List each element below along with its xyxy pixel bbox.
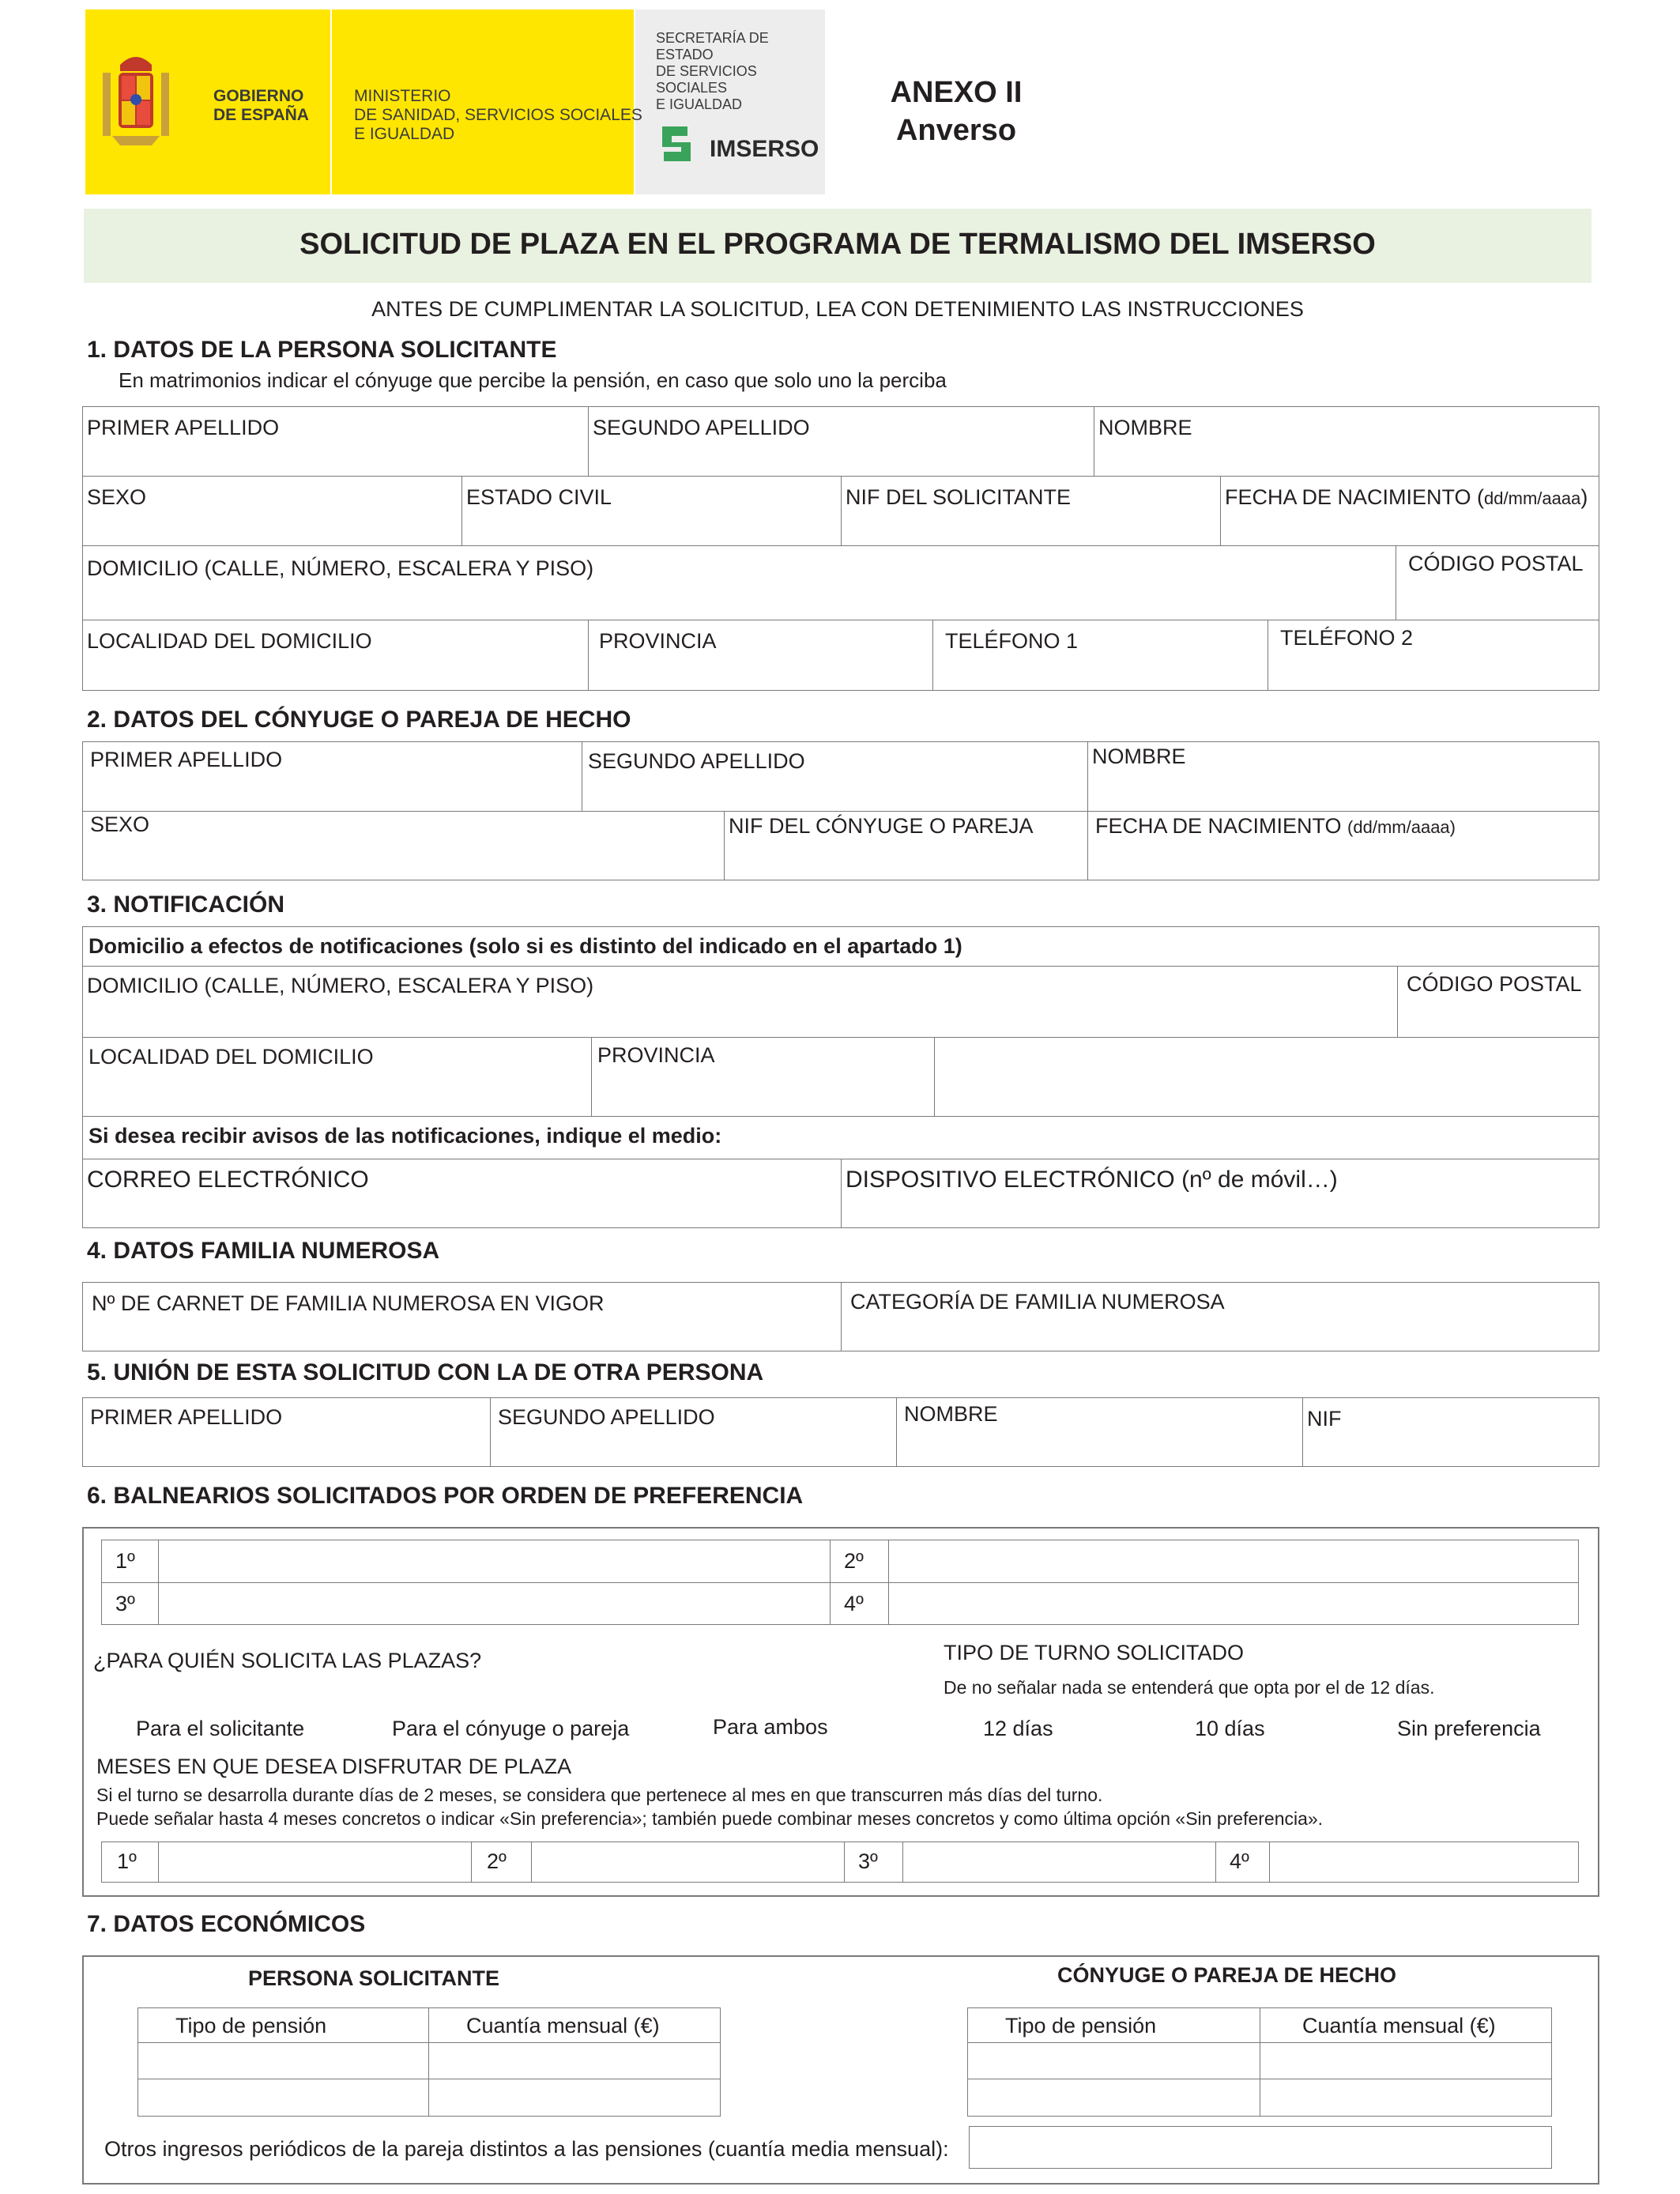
s2-nombre-field[interactable]: NOMBRE bbox=[1092, 745, 1186, 768]
mes-2-label: 2º bbox=[487, 1849, 507, 1873]
section-1-note: En matrimonios indicar el cónyuge que percibe la pensión, en caso que solo uno la perciba bbox=[119, 368, 947, 392]
balneario-1-input[interactable] bbox=[160, 1541, 828, 1581]
coat-of-arms-icon bbox=[96, 49, 175, 152]
option-sin-preferencia[interactable]: Sin preferencia bbox=[1397, 1717, 1541, 1740]
s2-nif-field[interactable]: NIF DEL CÓNYUGE O PAREJA bbox=[729, 814, 1034, 838]
mes-3-label: 3º bbox=[858, 1849, 878, 1873]
section-5-title: 5. UNIÓN DE ESTA SOLICITUD CON LA DE OTRA PERSONA bbox=[87, 1359, 764, 1385]
option-para-ambos[interactable]: Para ambos bbox=[713, 1715, 828, 1739]
option-para-conyuge[interactable]: Para el cónyuge o pareja bbox=[392, 1717, 630, 1740]
balneario-3-label: 3º bbox=[115, 1592, 135, 1615]
s1-fecha-end: ) bbox=[1580, 485, 1588, 509]
s3-domicilio-field[interactable]: DOMICILIO (CALLE, NÚMERO, ESCALERA Y PISO) bbox=[87, 974, 594, 997]
s1-nombre-field[interactable]: NOMBRE bbox=[1098, 416, 1192, 439]
s1-estado-civil-field[interactable]: ESTADO CIVIL bbox=[466, 485, 612, 509]
s1-telefono-2-field[interactable]: TELÉFONO 2 bbox=[1280, 626, 1414, 650]
annex-title: ANEXO II bbox=[890, 76, 1023, 109]
s7-conyuge-row-1-tipo[interactable] bbox=[969, 2044, 1258, 2077]
s7-otros-ingresos-input[interactable] bbox=[969, 2126, 1552, 2169]
option-para-solicitante[interactable]: Para el solicitante bbox=[136, 1717, 305, 1740]
section-1-title: 1. DATOS DE LA PERSONA SOLICITANTE bbox=[87, 337, 557, 363]
balneario-4-input[interactable] bbox=[890, 1584, 1577, 1623]
secretary-line-3: E IGUALDAD bbox=[656, 96, 743, 112]
s1-fecha-label: FECHA DE NACIMIENTO ( bbox=[1225, 485, 1485, 509]
gov-line-2: DE ESPAÑA bbox=[213, 106, 309, 124]
mes-1-label: 1º bbox=[117, 1849, 137, 1873]
mes-3-input[interactable] bbox=[904, 1843, 1214, 1881]
s3-provincia-field[interactable]: PROVINCIA bbox=[597, 1043, 715, 1067]
imserso-logo-icon bbox=[656, 120, 703, 168]
section-2-title: 2. DATOS DEL CÓNYUGE O PAREJA DE HECHO bbox=[87, 707, 631, 733]
secretary-text bbox=[656, 30, 825, 113]
s1-fecha-format: dd/mm/aaaa bbox=[1484, 488, 1581, 508]
annex-side: Anverso bbox=[895, 114, 1017, 147]
balneario-1-label: 1º bbox=[115, 1549, 135, 1573]
s7-conyuge-heading: CÓNYUGE O PAREJA DE HECHO bbox=[1057, 1963, 1397, 1987]
s1-telefono-1-field[interactable]: TELÉFONO 1 bbox=[945, 629, 1079, 653]
s1-provincia-field[interactable]: PROVINCIA bbox=[599, 629, 717, 653]
secretary-line-1: SECRETARÍA DE ESTADO bbox=[656, 30, 769, 62]
option-10-dias[interactable]: 10 días bbox=[1195, 1717, 1265, 1740]
s2-fecha-nacimiento-field[interactable] bbox=[1095, 814, 1456, 839]
ministry-line-3: E IGUALDAD bbox=[354, 125, 455, 143]
s2-segundo-apellido-field[interactable]: SEGUNDO APELLIDO bbox=[588, 749, 805, 773]
quien-question: ¿PARA QUIÉN SOLICITA LAS PLAZAS? bbox=[93, 1649, 482, 1672]
turno-question: TIPO DE TURNO SOLICITADO bbox=[944, 1641, 1245, 1664]
balneario-2-input[interactable] bbox=[890, 1541, 1577, 1581]
s7-conyuge-row-2-cuantia[interactable] bbox=[1261, 2080, 1550, 2115]
s1-sexo-field[interactable]: SEXO bbox=[87, 485, 147, 509]
s7-solicitante-row-1-tipo[interactable] bbox=[139, 2044, 427, 2077]
s4-carnet-field[interactable]: Nº DE CARNET DE FAMILIA NUMEROSA EN VIGOR bbox=[92, 1291, 605, 1315]
gov-line-1: GOBIERNO bbox=[213, 87, 304, 105]
s3-dispositivo-field[interactable]: DISPOSITIVO ELECTRÓNICO (nº de móvil…) bbox=[846, 1167, 1338, 1193]
s7-otros-ingresos-label: Otros ingresos periódicos de la pareja distintos a las pensiones (cuantía media mensual): bbox=[104, 2137, 949, 2161]
s5-nombre-field[interactable]: NOMBRE bbox=[904, 1402, 998, 1426]
s7-conyuge-cuantia-header: Cuantía mensual (€) bbox=[1302, 2014, 1496, 2038]
turno-note: De no señalar nada se entenderá que opta por el de 12 días. bbox=[944, 1677, 1435, 1698]
s7-solicitante-heading: PERSONA SOLICITANTE bbox=[248, 1966, 500, 1990]
meses-note-1: Si el turno se desarrolla durante días de 2 meses, se considera que pertenece al mes en que transcurren más días del turno. bbox=[96, 1785, 1103, 1805]
s7-solicitante-tipo-header: Tipo de pensión bbox=[175, 2014, 327, 2038]
s7-solicitante-row-1-cuantia[interactable] bbox=[430, 2044, 719, 2077]
s2-fecha-label: FECHA DE NACIMIENTO bbox=[1095, 814, 1348, 838]
s2-primer-apellido-field[interactable]: PRIMER APELLIDO bbox=[90, 748, 283, 771]
s3-codigo-postal-field[interactable]: CÓDIGO POSTAL bbox=[1407, 972, 1582, 996]
s3-avisos-note: Si desea recibir avisos de las notificaciones, indique el medio: bbox=[89, 1124, 722, 1148]
balneario-2-label: 2º bbox=[844, 1549, 864, 1573]
section-5-form bbox=[82, 1397, 1599, 1467]
s5-segundo-apellido-field[interactable]: SEGUNDO APELLIDO bbox=[498, 1405, 715, 1429]
balneario-4-label: 4º bbox=[844, 1592, 864, 1615]
s1-codigo-postal-field[interactable]: CÓDIGO POSTAL bbox=[1408, 552, 1584, 575]
balneario-3-input[interactable] bbox=[160, 1584, 828, 1623]
s7-solicitante-cuantia-header: Cuantía mensual (€) bbox=[466, 2014, 660, 2038]
meses-note-2: Puede señalar hasta 4 meses concretos o indicar «Sin preferencia»; también puede combinar meses concretos y como última opción «Sin preferencia». bbox=[96, 1808, 1324, 1829]
mes-2-input[interactable] bbox=[533, 1843, 842, 1881]
s3-correo-field[interactable]: CORREO ELECTRÓNICO bbox=[87, 1167, 369, 1193]
s1-primer-apellido-field[interactable]: PRIMER APELLIDO bbox=[87, 416, 280, 439]
s7-conyuge-tipo-header: Tipo de pensión bbox=[1005, 2014, 1157, 2038]
s3-localidad-field[interactable]: LOCALIDAD DEL DOMICILIO bbox=[89, 1045, 374, 1069]
option-12-dias[interactable]: 12 días bbox=[983, 1717, 1053, 1740]
mes-4-input[interactable] bbox=[1271, 1843, 1577, 1881]
meses-question: MESES EN QUE DESEA DISFRUTAR DE PLAZA bbox=[96, 1755, 572, 1778]
s7-solicitante-row-2-cuantia[interactable] bbox=[430, 2080, 719, 2115]
section-7-title: 7. DATOS ECONÓMICOS bbox=[87, 1911, 366, 1937]
s3-subtitle: Domicilio a efectos de notificaciones (solo si es distinto del indicado en el apartado 1) bbox=[89, 934, 962, 958]
mes-4-label: 4º bbox=[1230, 1849, 1249, 1873]
s4-categoria-field[interactable]: CATEGORÍA DE FAMILIA NUMEROSA bbox=[850, 1290, 1225, 1314]
s1-localidad-field[interactable]: LOCALIDAD DEL DOMICILIO bbox=[87, 629, 372, 653]
s7-conyuge-row-2-tipo[interactable] bbox=[969, 2080, 1258, 2115]
s2-sexo-field[interactable]: SEXO bbox=[90, 812, 150, 836]
section-4-title: 4. DATOS FAMILIA NUMEROSA bbox=[87, 1238, 440, 1264]
header-logo-block bbox=[85, 9, 825, 194]
section-3-title: 3. NOTIFICACIÓN bbox=[87, 892, 285, 918]
s1-segundo-apellido-field[interactable]: SEGUNDO APELLIDO bbox=[593, 416, 810, 439]
s7-conyuge-row-1-cuantia[interactable] bbox=[1261, 2044, 1550, 2077]
ministry-line-1: MINISTERIO bbox=[354, 87, 451, 105]
gov-text bbox=[213, 87, 309, 125]
s5-primer-apellido-field[interactable]: PRIMER APELLIDO bbox=[90, 1405, 283, 1429]
s1-fecha-nacimiento-field[interactable] bbox=[1225, 485, 1588, 510]
mes-1-input[interactable] bbox=[160, 1843, 469, 1881]
instructions-note: ANTES DE CUMPLIMENTAR LA SOLICITUD, LEA CON DETENIMIENTO LAS INSTRUCCIONES bbox=[371, 297, 1304, 321]
s1-nif-field[interactable]: NIF DEL SOLICITANTE bbox=[846, 485, 1072, 509]
ministry-text bbox=[354, 87, 642, 144]
ministry-line-2: DE SANIDAD, SERVICIOS SOCIALES bbox=[354, 106, 642, 124]
secretary-line-2: DE SERVICIOS SOCIALES bbox=[656, 63, 757, 96]
s5-nif-field[interactable]: NIF bbox=[1307, 1407, 1342, 1431]
imserso-text: IMSERSO bbox=[710, 136, 819, 162]
s7-solicitante-row-2-tipo[interactable] bbox=[139, 2080, 427, 2115]
s1-domicilio-field[interactable]: DOMICILIO (CALLE, NÚMERO, ESCALERA Y PISO) bbox=[87, 556, 594, 580]
section-6-title: 6. BALNEARIOS SOLICITADOS POR ORDEN DE PREFERENCIA bbox=[87, 1483, 804, 1509]
s2-fecha-format: (dd/mm/aaaa) bbox=[1347, 817, 1456, 837]
page-title: SOLICITUD DE PLAZA EN EL PROGRAMA DE TERMALISMO DEL IMSERSO bbox=[299, 228, 1376, 261]
